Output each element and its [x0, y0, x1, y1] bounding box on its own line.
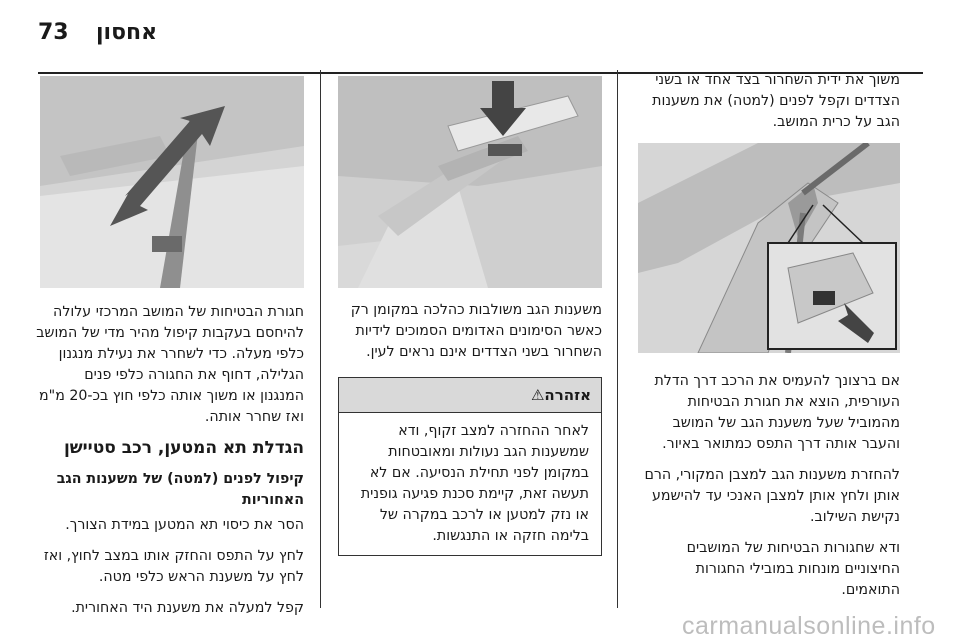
- warning-box: [338, 377, 602, 556]
- column-left: [36, 70, 304, 629]
- column-divider-right: [617, 70, 618, 608]
- watermark: carmanualsonline.info: [682, 612, 936, 640]
- step-text: קפל למעלה את משענת היד האחורית.: [71, 600, 304, 616]
- paragraph: משוך את ידית השחרור בצד אחד או בשני הצדדים וקפל לפנים (למטה) את משענות הגב על כרית המושב.: [652, 72, 900, 130]
- paragraph: חגורת הבטיחות של המושב המרכזי עלולה להיחסם בעקבות קיפול מהיר מדי של המושב כלפי מעלה. כדי לשחרר את נעילת מנגנון הגלילה, דחוף את החגורה כלפי פנים המנגנון או משוך אותה כלפי חוץ בכ-20 מ"מ ואז שחרר אותה.: [36, 304, 304, 425]
- paragraph: משענות הגב משולבות כהלכה במקומן רק כאשר הסימונים האדומים הסמוכים לידיות השחרור בשני הצדדים אינם נראים לעין.: [350, 302, 602, 360]
- figure-center-seatbelt: [40, 76, 304, 288]
- paragraph: אם ברצונך להעמיס את הרכב דרך הדלת העורפית, הוצא את חגורת הבטיחות מהמוביל שעל משענת הגב של המושב והעבר אותה דרך התפס כמתואר באיור.: [654, 373, 900, 452]
- section-heading: הגדלת תא המטען, רכב סטיישן: [63, 438, 304, 458]
- warning-header: [339, 378, 601, 413]
- seatbelt-illustration: [40, 76, 304, 288]
- warning-text: לאחר ההחזרה למצב זקוף, ודא שמשענות הגב נעולות ומאובטחות במקומן לפני תחילת הנסיעה. אם לא תעשה זאת, קיימת סכנת פגיעה גופנית או נזק למטען או לרכב במקרה של בלימה חזקה או התנגשות.: [360, 423, 589, 544]
- column-middle: [338, 70, 602, 556]
- figure-red-indicator: [338, 76, 602, 288]
- step-text: הסר את כיסוי תא המטען במידת הצורך.: [65, 517, 304, 533]
- page-header: [0, 12, 960, 52]
- paragraph: להחזרת משענות הגב למצבן המקורי, הרם אותן ולחץ אותן למצבן האנכי עד להישמע נקישת השילוב.: [644, 467, 900, 525]
- chapter-title: אחסון: [96, 20, 158, 45]
- column-divider-left: [320, 70, 321, 608]
- warning-triangle-icon: ⚠: [530, 386, 545, 404]
- paragraph: ודא שחגורות הבטיחות של המושבים החיצוניים מונחות במובילי החגורות התואמים.: [686, 540, 900, 598]
- page-number: 73: [38, 20, 69, 45]
- figure-seat-release-handle: [638, 143, 900, 353]
- backrest-illustration: [338, 76, 602, 288]
- step-text: לחץ על התפס והחזק אותו במצב לחוץ, ואז לחץ על משענת הראש כלפי מטה.: [43, 548, 304, 585]
- warning-title: אזהרה: [544, 386, 591, 404]
- column-right: [636, 70, 900, 611]
- seat-illustration: [638, 143, 900, 353]
- subsection-heading: קיפול לפנים (למטה) של משענות הגב האחוריות: [56, 471, 304, 508]
